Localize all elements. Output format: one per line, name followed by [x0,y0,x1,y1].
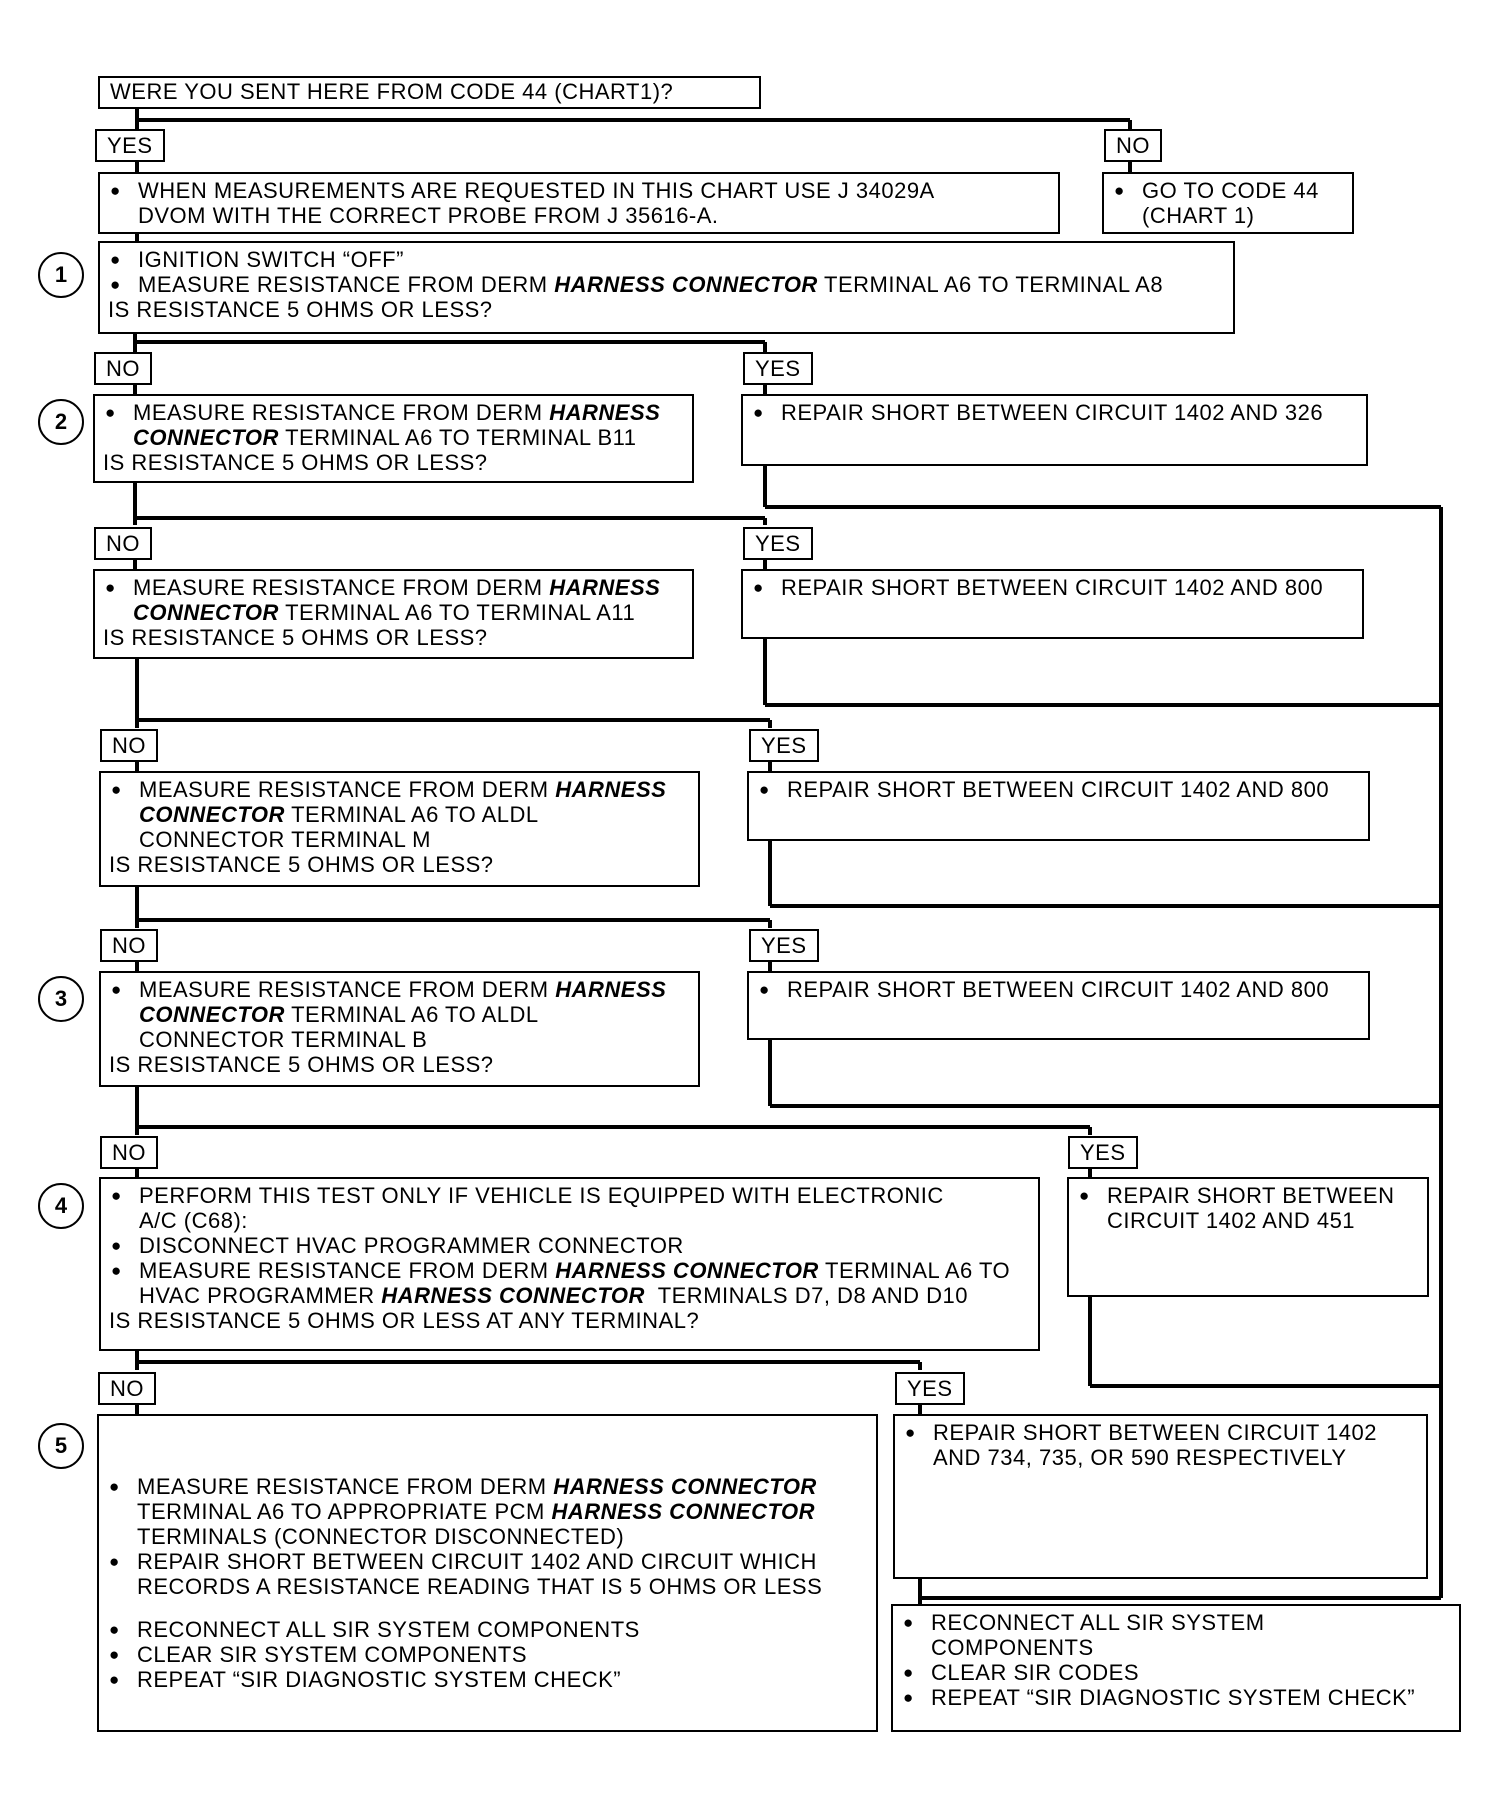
hvac-text: HVAC PROGRAMMER [139,1283,375,1308]
measurement-instruction-box [98,172,1060,234]
bullet-item [757,777,1360,802]
label-yes-6: YES [895,1372,965,1405]
terminal-text: TERMINAL A6 TO APPROPRIATE PCM [137,1499,545,1524]
question-text: IS RESISTANCE 5 OHMS OR LESS? [109,1052,494,1077]
terminal-text: TERMINAL A6 TO TERMINAL B11 [285,425,637,450]
bullet-item [901,1685,1451,1710]
test-box-1 [98,241,1235,334]
measure-line-cont [103,425,684,450]
question-text: IS RESISTANCE 5 OHMS OR LESS? [103,625,488,650]
label-no-4: NO [100,929,158,962]
bullet-item [751,575,1354,600]
repair-text: REPAIR SHORT BETWEEN CIRCUIT 1402 AND CIRCUIT WHICH [137,1549,817,1574]
terminal-text: TERMINAL A6 TO [825,1258,1011,1283]
question-text: IS RESISTANCE 5 OHMS OR LESS AT ANY TERMINAL? [109,1308,700,1333]
bullet-item [901,1610,1451,1635]
harness-connector-text: HARNESS CONNECTOR [551,1499,816,1524]
label-no-3: NO [100,729,158,762]
measure-line-cont [109,802,690,827]
repair-text: REPAIR SHORT BETWEEN CIRCUIT 1402 AND 800 [781,575,1324,600]
label-yes-4: YES [749,929,819,962]
goto-code44-box [1102,172,1354,234]
label-yes-2: YES [743,527,813,560]
repair-text-cont: AND 734, 735, OR 590 RESPECTIVELY [933,1445,1347,1470]
harness-connector-text: HARNESS CONNECTOR [554,272,818,297]
perform-test-text: PERFORM THIS TEST ONLY IF VEHICLE IS EQUIPPED WITH ELECTRONIC [139,1183,944,1208]
question-text: IS RESISTANCE 5 OHMS OR LESS? [108,297,493,322]
measure-text: MEASURE RESISTANCE FROM DERM [139,777,549,802]
step-number-1: 1 [38,252,84,298]
measure-text: MEASURE RESISTANCE FROM DERM [138,272,548,297]
label-no-5: NO [100,1136,158,1169]
connector-text: CONNECTOR [139,802,285,827]
bullet-item [108,247,1225,272]
repair-text: REPAIR SHORT BETWEEN CIRCUIT 1402 AND 800 [787,977,1330,1002]
measure-text: MEASURE RESISTANCE FROM DERM [139,977,549,1002]
bullet-item [103,575,684,600]
clear-text: CLEAR SIR SYSTEM COMPONENTS [137,1642,528,1667]
bullet-item [1077,1183,1419,1208]
repair-box-6 [893,1414,1428,1579]
harness-connector-text: HARNESS CONNECTOR [381,1283,645,1308]
measure-line-cont [109,1283,1030,1308]
reconnect-text: RECONNECT ALL SIR SYSTEM COMPONENTS [137,1617,640,1642]
test-box-4 [99,771,700,887]
connector-text: CONNECTOR [133,425,279,450]
reconnect-text: RECONNECT ALL SIR SYSTEM [931,1610,1265,1635]
terminal-text: TERMINAL A6 TO ALDL [291,802,539,827]
measure-line-cont [109,1002,690,1027]
question-text: IS RESISTANCE 5 OHMS OR LESS? [109,852,494,877]
label-no-1: NO [94,352,152,385]
repair-box-3 [747,771,1370,841]
step-number-3: 3 [38,976,84,1022]
label-no-start: NO [1104,129,1162,162]
bullet-item [103,400,684,425]
harness-connector-text: HARNESS CONNECTOR [553,1474,817,1499]
measure-text: MEASURE RESISTANCE FROM DERM [133,575,543,600]
test-box-5 [99,971,700,1087]
goto-line-cont: (CHART 1) [1142,203,1255,228]
perform-test-cont: A/C (C68): [139,1208,248,1233]
disconnect-text: DISCONNECT HVAC PROGRAMMER CONNECTOR [139,1233,684,1258]
test-box-2 [93,394,694,483]
bullet-item [109,1258,1030,1283]
clear-codes-text: CLEAR SIR CODES [931,1660,1139,1685]
measure-text: MEASURE RESISTANCE FROM DERM [133,400,543,425]
harness-text: HARNESS [549,400,661,425]
test-box-3 [93,569,694,659]
bullet-item [757,977,1360,1002]
label-no-6: NO [98,1372,156,1405]
measure-line-cont: CONNECTOR TERMINAL M [139,827,431,852]
step-number-5: 5 [38,1423,84,1469]
repair-text: REPAIR SHORT BETWEEN [1107,1183,1395,1208]
label-no-2: NO [94,527,152,560]
test-box-7 [97,1414,878,1732]
repair-text: REPAIR SHORT BETWEEN CIRCUIT 1402 [933,1420,1377,1445]
repeat-check-text: REPEAT “SIR DIAGNOSTIC SYSTEM CHECK” [931,1685,1416,1710]
ignition-off-text: IGNITION SWITCH “OFF” [138,247,404,272]
measure-line-cont: CONNECTOR TERMINAL B [139,1027,428,1052]
label-yes-1: YES [743,352,813,385]
harness-text: HARNESS [555,977,667,1002]
harness-connector-text: HARNESS CONNECTOR [555,1258,819,1283]
repeat-check-text: REPEAT “SIR DIAGNOSTIC SYSTEM CHECK” [137,1667,622,1692]
bullet-item [107,1549,868,1574]
bullet-item [901,1660,1451,1685]
bullet-item [109,1183,1030,1208]
question-text: IS RESISTANCE 5 OHMS OR LESS? [103,450,488,475]
reconnect-text-cont: COMPONENTS [931,1635,1094,1660]
bullet-item [107,1617,868,1642]
bullet-item [903,1420,1418,1445]
bullet-item [109,777,690,802]
harness-text: HARNESS [549,575,661,600]
measure-line-cont: TERMINALS (CONNECTOR DISCONNECTED) [137,1524,625,1549]
step-number-4: 4 [38,1183,84,1229]
repair-text: REPAIR SHORT BETWEEN CIRCUIT 1402 AND 326 [781,400,1324,425]
repair-box-2 [741,569,1364,639]
final-actions-box [891,1604,1461,1732]
measure-line-cont [103,600,684,625]
bullet-item [109,1233,1030,1258]
harness-text: HARNESS [555,777,667,802]
bullet-item [109,977,690,1002]
terminal-text: TERMINAL A6 TO ALDL [291,1002,539,1027]
test-box-6 [99,1177,1040,1351]
label-yes-3: YES [749,729,819,762]
repair-text-cont: CIRCUIT 1402 AND 451 [1107,1208,1356,1233]
connector-text: CONNECTOR [139,1002,285,1027]
repair-box-4 [747,971,1370,1040]
bullet-item [107,1642,868,1667]
measure-text: MEASURE RESISTANCE FROM DERM [137,1474,547,1499]
goto-line: GO TO CODE 44 [1142,178,1319,203]
instruction-line-cont: DVOM WITH THE CORRECT PROBE FROM J 35616-A. [138,203,719,228]
bullet-item [108,178,1050,203]
terminal-text: TERMINALS D7, D8 AND D10 [657,1283,968,1308]
step-number-2: 2 [38,399,84,445]
bullet-item [1112,178,1344,203]
terminal-text: TERMINAL A6 TO TERMINAL A11 [285,600,636,625]
repair-text: REPAIR SHORT BETWEEN CIRCUIT 1402 AND 800 [787,777,1330,802]
start-question-text: WERE YOU SENT HERE FROM CODE 44 (CHART1)? [110,79,674,104]
start-question-box [98,76,761,109]
repair-box-5 [1067,1177,1429,1297]
bullet-item [107,1474,868,1499]
label-yes-5: YES [1068,1136,1138,1169]
bullet-item [751,400,1358,425]
measure-line-cont [107,1499,868,1524]
bullet-item [107,1667,868,1692]
instruction-line: WHEN MEASUREMENTS ARE REQUESTED IN THIS CHART USE J 34029A [138,178,935,203]
label-yes-start: YES [95,129,165,162]
repair-text-cont: RECORDS A RESISTANCE READING THAT IS 5 OHMS OR LESS [137,1574,823,1599]
measure-text: MEASURE RESISTANCE FROM DERM [139,1258,549,1283]
connector-text: CONNECTOR [133,600,279,625]
bullet-item [108,272,1225,297]
terminal-text: TERMINAL A6 TO TERMINAL A8 [824,272,1164,297]
repair-box-1 [741,394,1368,466]
